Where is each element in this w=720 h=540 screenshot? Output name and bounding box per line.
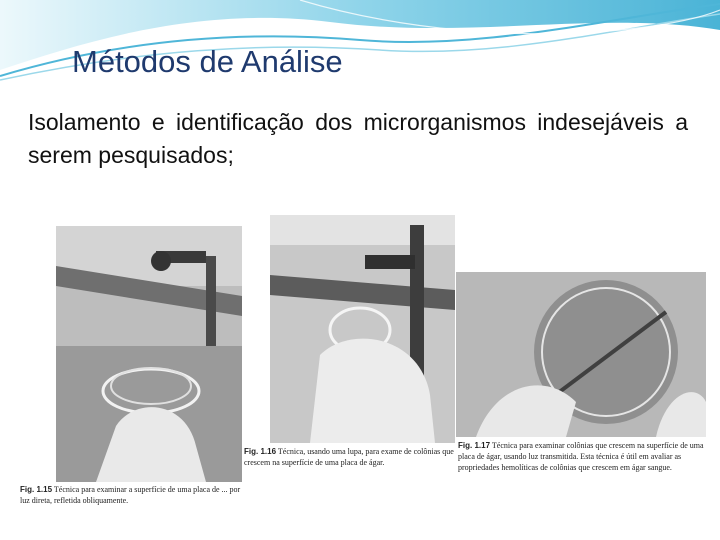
- figure-photo-2: [270, 215, 455, 443]
- figure-photo-3: [456, 272, 706, 437]
- slide-title: Métodos de Análise: [72, 44, 343, 79]
- figure-text-1: Técnica para examinar a superfície de uma placa de ... por luz direta, refletida obliquamente.: [20, 485, 241, 505]
- slide-body-text: Isolamento e identificação dos microrganismos indesejáveis a serem pesquisados;: [28, 109, 688, 168]
- figure-id-1: Fig. 1.15: [20, 485, 53, 494]
- figure-caption-1: [20, 484, 242, 506]
- petri-dish-image: [456, 272, 706, 437]
- figure-caption-3: [458, 440, 708, 473]
- figure-photo-1: [56, 226, 242, 482]
- figure-caption-2: [244, 446, 454, 468]
- microscope-lamp-image: [56, 226, 242, 482]
- figure-text-2: Técnica, usando uma lupa, para exame de colônias que crescem na superfície de uma placa de ágar.: [244, 447, 454, 467]
- figure-id-2: Fig. 1.16: [244, 447, 277, 456]
- figure-id-3: Fig. 1.17: [458, 441, 491, 450]
- figure-text-3: Técnica para examinar colônias que crescem na superfície de uma placa de ágar, usando luz transmitida. Esta técnica é útil em avaliar as propriedades hemolíticas de colônias que crescem em ágar sangue.: [458, 441, 704, 472]
- hand-lens-image: [270, 215, 455, 443]
